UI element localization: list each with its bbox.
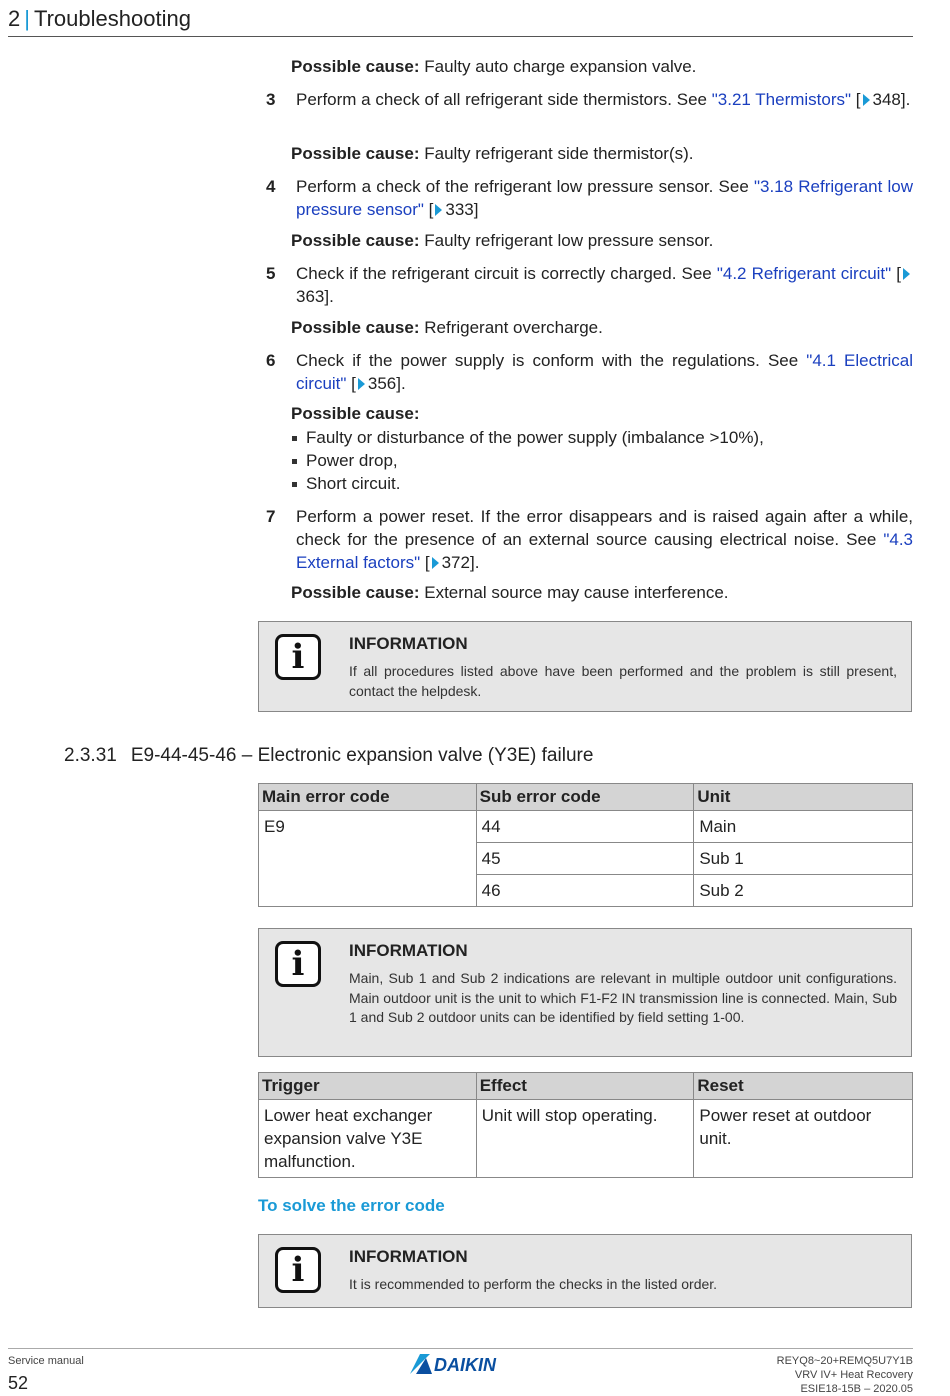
bracket-open: [ (851, 90, 861, 109)
table-header-row (259, 1073, 913, 1100)
possible-cause-2 (291, 55, 696, 78)
reset-cell: Power reset at outdoor unit. (694, 1100, 913, 1178)
cause-label: Possible cause: (291, 231, 420, 250)
sub-error-code-cell: 45 (476, 843, 694, 875)
cause-label: Possible cause: (291, 404, 420, 423)
step-text-pre: Check if the power supply is conform with the regulations. See (296, 351, 807, 370)
footer-model: REYQ8~20+REMQ5U7Y1B (776, 1355, 913, 1367)
bracket-close: ]. (469, 553, 480, 572)
logo-text: DAIKIN (434, 1355, 496, 1375)
bracket-close: ] (473, 200, 479, 219)
sub-error-code-cell: 44 (476, 811, 694, 843)
column-header: Sub error code (476, 784, 694, 811)
step-6 (266, 349, 913, 395)
step-number: 6 (266, 351, 276, 370)
unit-cell: Sub 2 (694, 875, 913, 907)
solve-heading: To solve the error code (258, 1196, 445, 1215)
bracket-close: ]. (324, 287, 334, 306)
possible-cause-7 (291, 581, 729, 604)
page-ref-arrow-icon (903, 268, 910, 280)
information-box (258, 928, 912, 1057)
bracket-open: [ (346, 374, 356, 393)
table-header-row (259, 784, 913, 811)
page-ref-arrow-icon (435, 204, 442, 216)
possible-cause-6 (291, 402, 420, 425)
information-box (258, 621, 912, 712)
information-text: It is recommended to perform the checks in the listed order. (349, 1276, 718, 1292)
information-title: INFORMATION (349, 634, 468, 653)
section-heading (64, 745, 593, 767)
page-ref-arrow-icon (432, 557, 439, 569)
step-text-pre: Perform a check of the refrigerant low pressure sensor. See (296, 177, 754, 196)
main-error-code-cell: E9 (259, 811, 477, 907)
step-7 (266, 505, 913, 574)
column-header: Main error code (259, 784, 477, 811)
section-title: E9-44-45-46 – Electronic expansion valve (Y3E) failure (130, 745, 594, 766)
footer-doc-info (777, 1354, 913, 1396)
footer-rule (8, 1348, 913, 1349)
footer-series: VRV IV+ Heat Recovery (794, 1369, 913, 1381)
step-text-pre: Perform a check of all refrigerant side thermistors. See (296, 90, 712, 109)
cause-text: Faulty refrigerant low pressure sensor. (419, 231, 714, 250)
page-ref[interactable]: 356 (367, 374, 397, 393)
unit-cell: Sub 1 (694, 843, 913, 875)
information-icon: i (275, 634, 321, 680)
thermistors-link[interactable]: "3.21 Thermistors" (711, 90, 852, 109)
footer-doc-type: Service manual (8, 1355, 84, 1367)
step-text (296, 505, 913, 574)
header-separator: | (24, 6, 30, 31)
list-item: Short circuit. (291, 472, 764, 495)
possible-cause-4 (291, 229, 713, 252)
information-title: INFORMATION (349, 1247, 468, 1266)
column-header: Trigger (259, 1073, 477, 1100)
header-rule (8, 36, 913, 37)
information-box (258, 1234, 912, 1308)
sub-error-code-cell: 46 (476, 875, 694, 907)
information-text: If all procedures listed above have been performed and the problem is still present, contact the helpdesk. (349, 663, 897, 699)
page-ref[interactable]: 348 (872, 90, 901, 109)
footer-doc-code: ESIE18-15B – 2020.05 (800, 1383, 913, 1395)
bracket-open: [ (423, 200, 434, 219)
low-pressure-sensor-link[interactable]: "3.18 Refrigerant low pressure sensor" (296, 177, 914, 219)
step-5 (266, 262, 913, 308)
cause-label: Possible cause: (291, 583, 420, 602)
unit-cell: Main (694, 811, 913, 843)
trigger-cell: Lower heat exchanger expansion valve Y3E malfunction. (259, 1100, 477, 1178)
column-header: Effect (476, 1073, 694, 1100)
cause-text: Faulty refrigerant side thermistor(s). (419, 144, 694, 163)
page-ref-arrow-icon (863, 94, 870, 106)
effect-cell: Unit will stop operating. (476, 1100, 694, 1178)
step-text (296, 262, 913, 308)
table-row (259, 811, 913, 843)
column-header: Reset (694, 1073, 913, 1100)
cause-bullet-list (291, 426, 764, 495)
cause-text: Refrigerant overcharge. (419, 318, 603, 337)
column-header: Unit (694, 784, 913, 811)
page-ref[interactable]: 363 (296, 287, 325, 306)
section-number: 2.3.31 (64, 745, 117, 766)
information-text: Main, Sub 1 and Sub 2 indications are relevant in multiple outdoor unit configurations. Main outdoor unit is the unit to which F1-F2 IN transmission line is connected. Main, Sub 1 and Sub 2 outdoor units can be identified by field setting 1-00. (349, 970, 897, 1025)
list-item: Faulty or disturbance of the power supply (imbalance >10%), (291, 426, 764, 449)
step-number: 3 (266, 90, 276, 109)
external-factors-link[interactable]: "4.3 External factors" (296, 530, 913, 572)
step-text-pre: Check if the refrigerant circuit is correctly charged. See (296, 264, 717, 283)
information-icon: i (275, 941, 321, 987)
cause-text: External source may cause interference. (419, 583, 729, 602)
step-number: 5 (266, 264, 276, 283)
chapter-title: Troubleshooting (33, 6, 191, 31)
cause-text: Faulty auto charge expansion valve. (419, 57, 697, 76)
step-text (296, 175, 913, 221)
step-number: 7 (266, 507, 276, 526)
list-item: Power drop, (291, 449, 764, 472)
page-ref[interactable]: 333 (445, 200, 474, 219)
bracket-close: ]. (900, 90, 911, 109)
step-text-pre: Perform a power reset. If the error disappears and is raised again after a while, check for the presence of an external source causing electrical noise. See (296, 507, 913, 549)
information-icon: i (275, 1247, 321, 1293)
cause-label: Possible cause: (291, 318, 420, 337)
page-ref[interactable]: 372 (441, 553, 470, 572)
step-3 (266, 88, 913, 111)
step-4 (266, 175, 913, 221)
electrical-circuit-link[interactable]: "4.1 Electrical circuit" (296, 351, 914, 393)
bracket-close: ]. (396, 374, 406, 393)
error-code-table (258, 783, 913, 907)
daikin-logo (408, 1352, 512, 1376)
page-ref-arrow-icon (358, 378, 365, 390)
running-header (8, 6, 191, 32)
trigger-effect-reset-table (258, 1072, 913, 1178)
possible-cause-5 (291, 316, 603, 339)
page-number: 52 (8, 1373, 29, 1393)
bracket-open: [ (891, 264, 901, 283)
possible-cause-3 (291, 142, 693, 165)
information-title: INFORMATION (349, 941, 468, 960)
step-number: 4 (266, 177, 276, 196)
step-text (296, 349, 913, 395)
table-row (259, 1100, 913, 1178)
step-text (296, 88, 913, 111)
bracket-open: [ (420, 553, 430, 572)
refrigerant-circuit-link[interactable]: "4.2 Refrigerant circuit" (716, 264, 892, 283)
chapter-number: 2 (8, 6, 21, 31)
cause-label: Possible cause: (291, 144, 420, 163)
cause-label: Possible cause: (291, 57, 420, 76)
